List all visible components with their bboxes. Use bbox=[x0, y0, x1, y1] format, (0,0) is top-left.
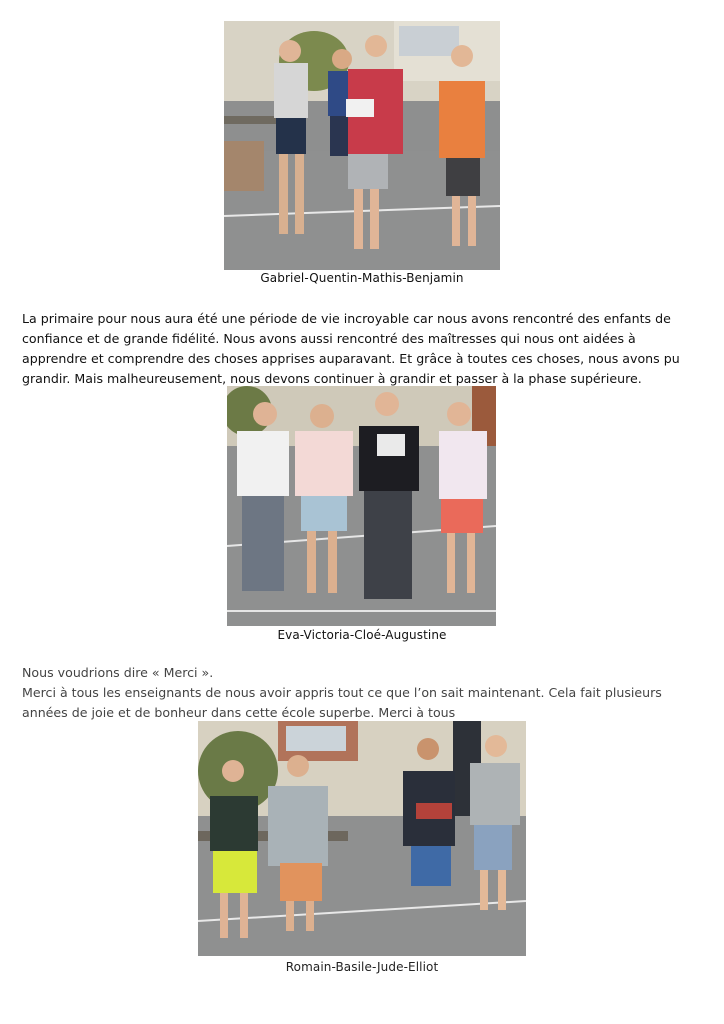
paragraph-2 bbox=[22, 663, 702, 723]
photo-group-2 bbox=[227, 386, 496, 626]
paragraph-2-line: Nous voudrions dire « Merci ». bbox=[22, 665, 214, 680]
paragraph-2-line: années de joie et de bonheur dans cette école superbe. Merci à tous bbox=[22, 705, 456, 720]
photo-group-1 bbox=[224, 21, 500, 270]
paragraph-1-line: apprendre et comprendre des choses apprises auparavant. Et grâce à toutes ces choses, nous avons pu bbox=[22, 351, 680, 366]
photo-caption-2: Eva-Victoria-Cloé-Augustine bbox=[277, 628, 447, 642]
paragraph-1-line: grandir. Mais malheureusement, nous devons continuer à grandir et passer à la phase supérieure. bbox=[22, 371, 642, 386]
photo-group-3 bbox=[198, 721, 526, 956]
photo-caption-1: Gabriel-Quentin-Mathis-Benjamin bbox=[260, 271, 464, 285]
paragraph-1 bbox=[22, 309, 702, 389]
paragraph-1-line: La primaire pour nous aura été une période de vie incroyable car nous avons rencontré des enfants de bbox=[22, 311, 671, 326]
paragraph-2-line: Merci à tous les enseignants de nous avoir appris tout ce que l’on sait maintenant. Cela fait plusieurs bbox=[22, 685, 662, 700]
paragraph-1-line: confiance et de grande fidélité. Nous avons aussi rencontré des maîtresses qui nous ont aidées à bbox=[22, 331, 636, 346]
photo-caption-3: Romain-Basile-Jude-Elliot bbox=[285, 960, 439, 974]
